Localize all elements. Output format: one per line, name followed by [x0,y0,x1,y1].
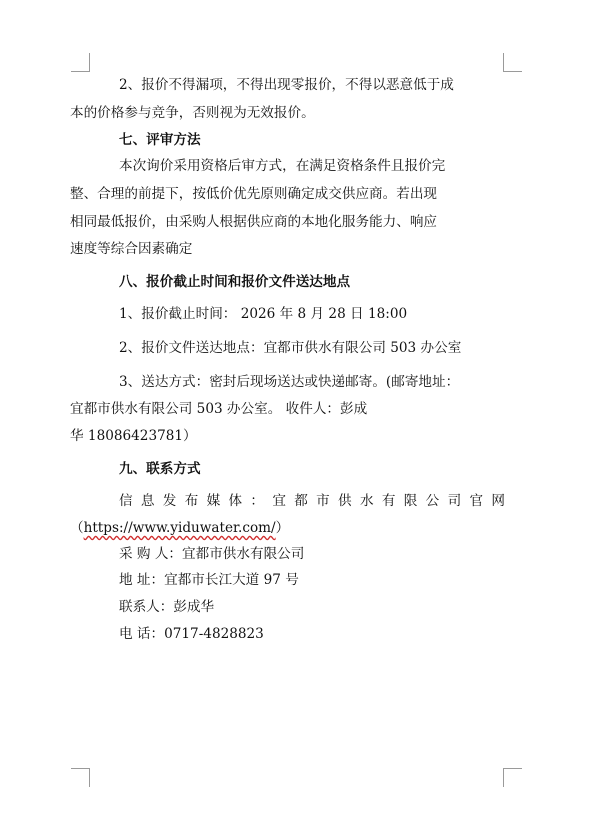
paren-open: （ [70,520,84,536]
section-heading: 八、报价截止时间和报价文件送达地点 [119,274,351,290]
margin-corner-mark [503,768,522,787]
paragraph-line: 华 18086423781） [70,428,197,444]
margin-corner-mark [71,768,90,787]
contact-address: 地 址：宜都市长江大道 97 号 [119,572,299,588]
paragraph-line: 2、报价文件送达地点：宜都市供水有限公司 503 办公室 [119,340,462,356]
paragraph-line: 速度等综合因素确定 [70,241,193,257]
paragraph-line [70,519,505,537]
margin-corner-mark [503,53,522,72]
paragraph-line: 信息发布媒体：宜都市供水有限公司官网 [119,493,505,509]
section-heading: 九、联系方式 [119,461,201,477]
contact-purchaser: 采 购 人：宜都市供水有限公司 [119,546,305,562]
paragraph-line: 1、报价截止时间： 2026 年 8 月 28 日 18:00 [119,306,408,322]
paragraph-line: 宜都市供水有限公司 503 办公室。 收件人：彭成 [70,401,368,417]
contact-phone: 电 话：0717-4828823 [119,626,264,642]
paragraph-line: 2、报价不得漏项，不得出现零报价，不得以恶意低于成 [119,77,454,93]
paragraph-line: 本次询价采用资格后审方式，在满足资格条件且报价完 [119,158,446,174]
website-link[interactable]: https://www.yiduwater.com/ [83,520,276,536]
paragraph-line: 整、合理的前提下，按低价优先原则确定成交供应商。若出现 [70,186,438,202]
margin-corner-mark [71,53,90,72]
paren-close: ） [275,520,290,536]
paragraph-line: 本的价格参与竞争，否则视为无效报价。 [70,105,315,121]
paragraph-line: 相同最低报价，由采购人根据供应商的本地化服务能力、响应 [70,214,438,230]
contact-person: 联系人：彭成华 [119,599,215,615]
section-heading: 七、评审方法 [119,132,201,148]
paragraph-line: 3、送达方式：密封后现场送达或快递邮寄。(邮寄地址： [119,374,460,390]
